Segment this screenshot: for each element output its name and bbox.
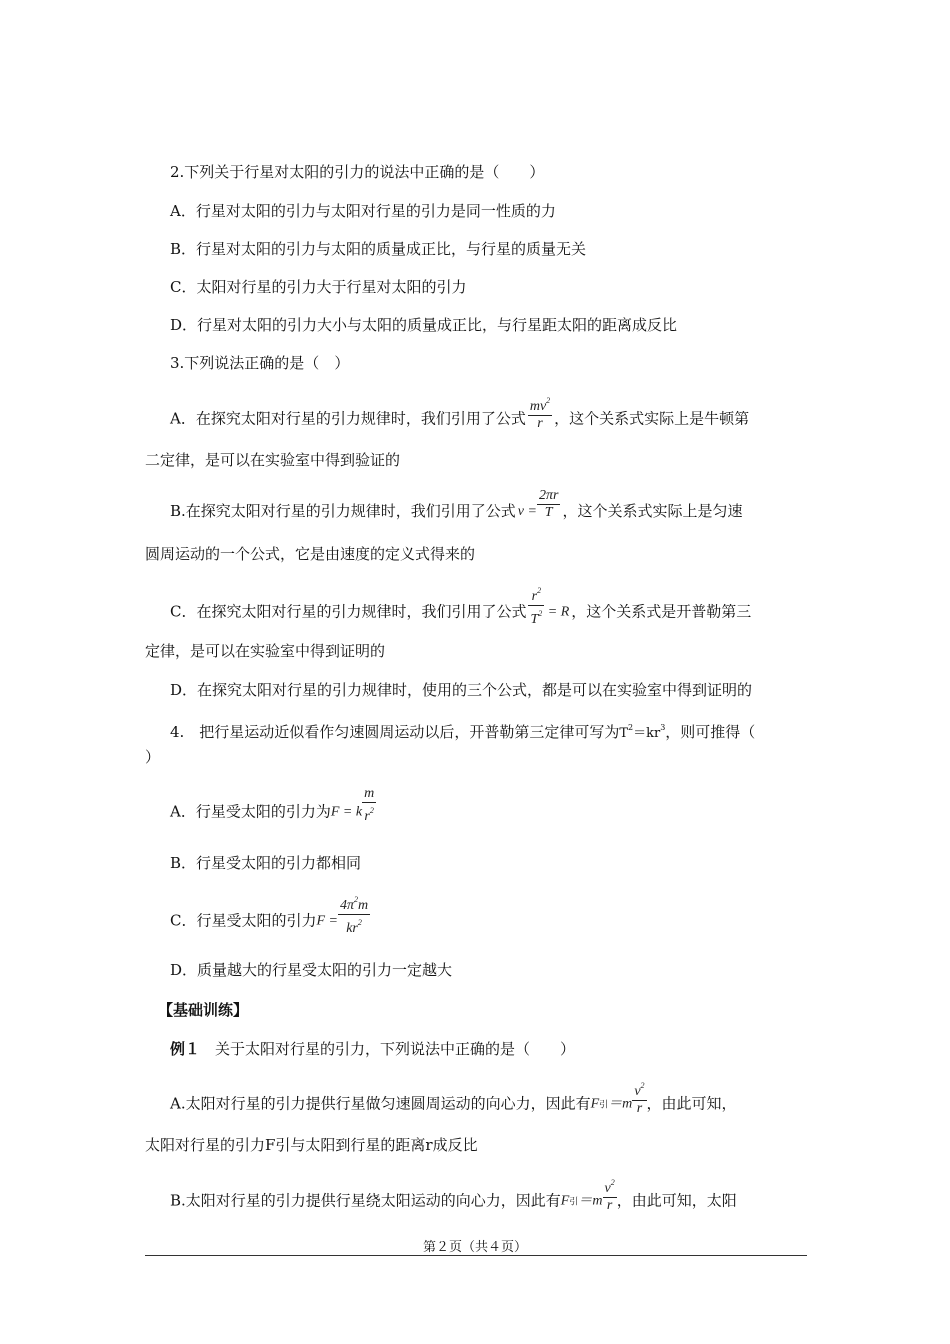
formula-f-yin-eq-m-v2-over-r: F引＝m $\frac{v^2}{r}$	[591, 1092, 647, 1117]
example-1-option-b-text-tail: ，由此可知，太阳	[616, 1191, 737, 1210]
section-title: 【基础训练】	[158, 1001, 249, 1019]
q4-option-d: D．质量越大的行星受太阳的引力一定越大	[170, 961, 453, 979]
q2-option-a: A．行星对太阳的引力与太阳对行星的引力是同一性质的力	[170, 202, 556, 220]
q3-option-b-text-tail: ，这个关系式实际上是匀速	[562, 502, 743, 520]
q3-option-c	[170, 586, 752, 628]
example-1-option-b	[170, 1178, 737, 1214]
q4-stem-text-tail: ，则可推得（	[665, 723, 756, 741]
q3-option-b	[170, 488, 743, 522]
formula-f-yin-eq-m-v2-over-r-b: F引＝m $\frac{v^2}{r}$	[561, 1189, 617, 1214]
q3-option-a	[170, 396, 750, 432]
q3-option-b-continuation: 圆周运动的一个公式，它是由速度的定义式得来的	[145, 545, 476, 563]
formula-f-eq-k-m-over-r2: F = k $\frac{m}{r^2}$	[330, 786, 375, 824]
example-1-option-b-text: B.太阳对行星的引力提供行星绕太阳运动的向心力，因此有	[170, 1191, 561, 1210]
formula-f-eq-4pi2m-over-kr2: F = $\frac{4\pi^2m}{kr^2}$	[316, 906, 370, 937]
q3-option-b-text: B.在探究太阳对行星的引力规律时，我们引用了公式	[170, 502, 516, 520]
q4-stem	[170, 718, 755, 744]
q3-stem: 3.下列说法正确的是（ ）	[170, 354, 350, 372]
q3-option-c-continuation: 定律，是可以在实验室中得到证明的	[145, 642, 386, 660]
q2-stem: 2.下列关于行星对太阳的引力的说法中正确的是（ ）	[170, 163, 545, 181]
q4-stem-close: ）	[145, 748, 161, 766]
q3-option-c-text-tail: ，这个关系式是开普勒第三	[571, 602, 752, 621]
footer-divider	[145, 1255, 807, 1256]
q3-option-a-continuation: 二定律，是可以在实验室中得到验证的	[145, 451, 401, 469]
example-1-option-a	[170, 1081, 737, 1117]
formula-r2-over-t2-eq-r: $\frac{r^2}{T^2}$ = R	[528, 597, 569, 628]
q4-stem-formula: $T^2=kr^3$	[619, 723, 666, 741]
q4-option-a-text: A．行星受太阳的引力为	[170, 802, 331, 821]
q3-option-a-text-tail: ，这个关系式实际上是牛顿第	[554, 409, 750, 428]
q4-stem-text: 4. 把行星运动近似看作匀速圆周运动以后，开普勒第三定律可写为	[170, 723, 620, 741]
q3-option-d: D．在探究太阳对行星的引力规律时，使用的三个公式，都是可以在实验室中得到证明的	[170, 681, 753, 699]
q2-option-d: D．行星对太阳的引力大小与太阳的质量成正比，与行星距太阳的距离成反比	[170, 316, 678, 334]
q4-option-c	[170, 895, 370, 937]
q3-option-a-text: A．在探究太阳对行星的引力规律时，我们引用了公式	[170, 409, 526, 428]
example-1-stem	[170, 1039, 575, 1059]
q3-option-c-text: C．在探究太阳对行星的引力规律时，我们引用了公式	[170, 602, 527, 621]
q4-option-a	[170, 786, 376, 825]
q4-option-c-text: C．行星受太阳的引力	[170, 911, 317, 930]
example-1-option-a-text-tail: ，由此可知，	[646, 1094, 737, 1113]
q2-option-c: C．太阳对行星的引力大于行星对太阳的引力	[170, 278, 467, 296]
q4-option-b: B．行星受太阳的引力都相同	[170, 854, 362, 872]
example-1-option-a-text: A.太阳对行星的引力提供行星做匀速圆周运动的向心力，因此有	[170, 1094, 591, 1113]
example-1-label: 例１	[170, 1040, 201, 1058]
example-1-stem-text: 关于太阳对行星的引力，下列说法中正确的是（ ）	[200, 1040, 576, 1058]
formula-v-eq-2pir-over-t: v = $\frac{2\pi r}{T}$	[517, 488, 559, 521]
example-1-option-a-continuation: 太阳对行星的引力F引与太阳到行星的距离r成反比	[145, 1136, 478, 1154]
formula-mv2-over-r: $\frac{mv^2}{r}$	[528, 407, 552, 432]
page-footer: 第２页（共４页）	[422, 1240, 527, 1255]
q2-option-b: B．行星对太阳的引力与太阳的质量成正比，与行星的质量无关	[170, 240, 587, 258]
